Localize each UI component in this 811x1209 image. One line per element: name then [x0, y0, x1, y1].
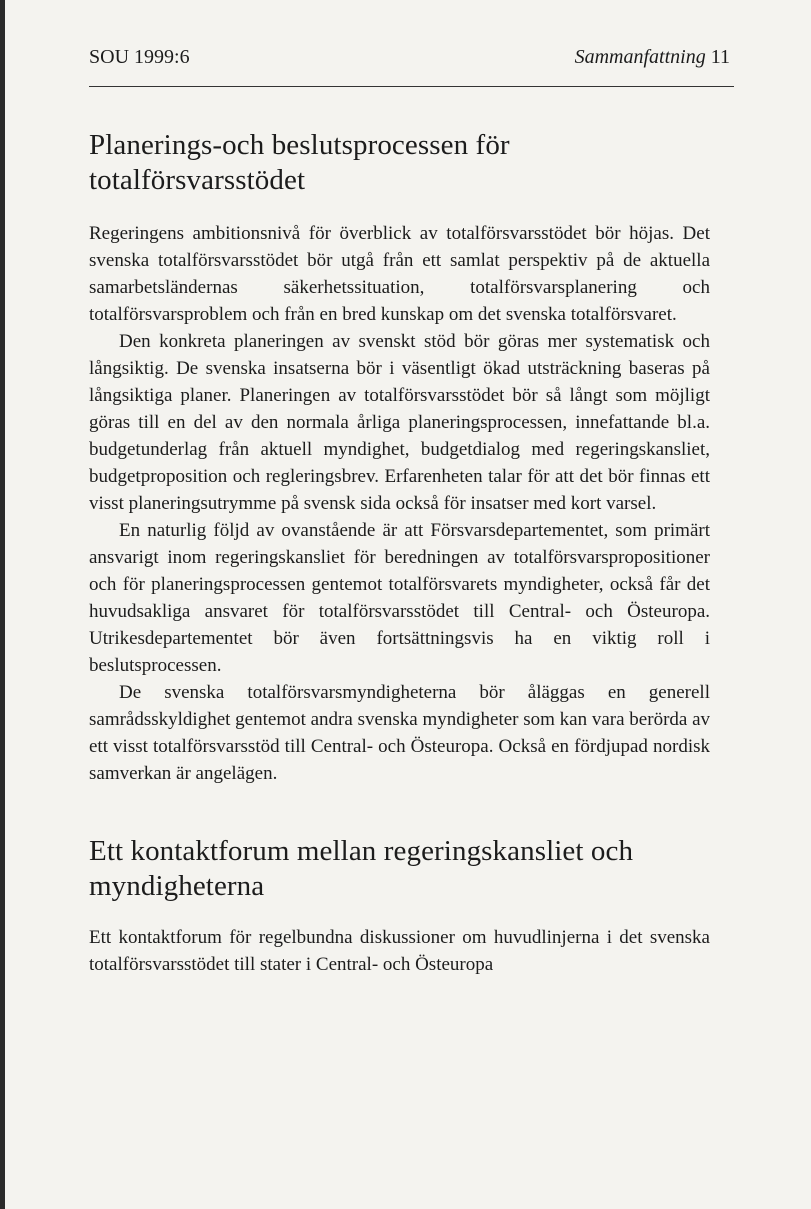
- paragraph: Ett kontaktforum för regelbundna diskussioner om huvudlinjerna i det svenska totalförsvarsstödet till stater i Central- och Östeuropa: [89, 927, 710, 975]
- scan-left-edge: [0, 0, 5, 1209]
- paragraph: De svenska totalförsvarsmyndigheterna bör åläggas en generell samrådsskyldighet gentemot andra svenska myndigheter som kan vara berörda av ett visst totalförsvarsstöd till Central- och Östeuropa. Också en fördjupad nordisk samverkan är angelägen.: [89, 682, 711, 784]
- section-heading-planning: Planerings-och beslutsprocessen för totalförsvarsstödet: [89, 129, 510, 196]
- page-number: 11: [710, 46, 730, 68]
- chapter-and-page: [575, 46, 730, 69]
- page-content: [89, 128, 710, 978]
- section-heading-contact-forum: Ett kontaktforum mellan regeringskansliet och myndigheterna: [89, 835, 634, 902]
- paragraph: En naturlig följd av ovanstående är att Försvarsdepartementet, som primärt ansvarigt inom regeringskansliet för beredningen av totalförsvarspropositioner och för planeringsprocessen gentemot totalförsvarets myndigheter, också får det huvudsakliga ansvaret för totalförsvarsstödet till Central- och Östeuropa. Utrikesdepartementet bör även fortsättningsvis ha en viktig roll i beslutsprocessen.: [89, 520, 710, 676]
- paragraph: Den konkreta planeringen av svenskt stöd bör göras mer systematisk och långsiktig. De svenska insatserna bör i väsentligt ökad utsträckning baseras på långsiktiga planer. Planeringen av totalförsvarsstödet bör så långt som möjligt göras till en del av den normala årliga planeringsprocessen, innefattande bl.a. budgetunderlag från aktuell myndighet, budgetdialog med regeringskansliet, budgetproposition och regleringsbrev. Erfarenheten talar för att det bör finnas ett visst planeringsutrymme på svensk sida också för insatser med kort varsel.: [89, 331, 710, 514]
- chapter-title: Sammanfattning: [574, 46, 706, 68]
- running-header: [89, 46, 730, 76]
- header-rule: [89, 86, 734, 87]
- paragraph: Regeringens ambitionsnivå för överblick av totalförsvarsstödet bör höjas. Det svenska totalförsvarsstödet bör utgå från ett samlat perspektiv på de aktuella samarbetsländernas säkerhetssituation, totalförsvarsplanering och totalförsvarsproblem och från en bred kunskap om det svenska totalförsvaret.: [89, 223, 710, 325]
- report-number: SOU 1999:6: [89, 46, 190, 68]
